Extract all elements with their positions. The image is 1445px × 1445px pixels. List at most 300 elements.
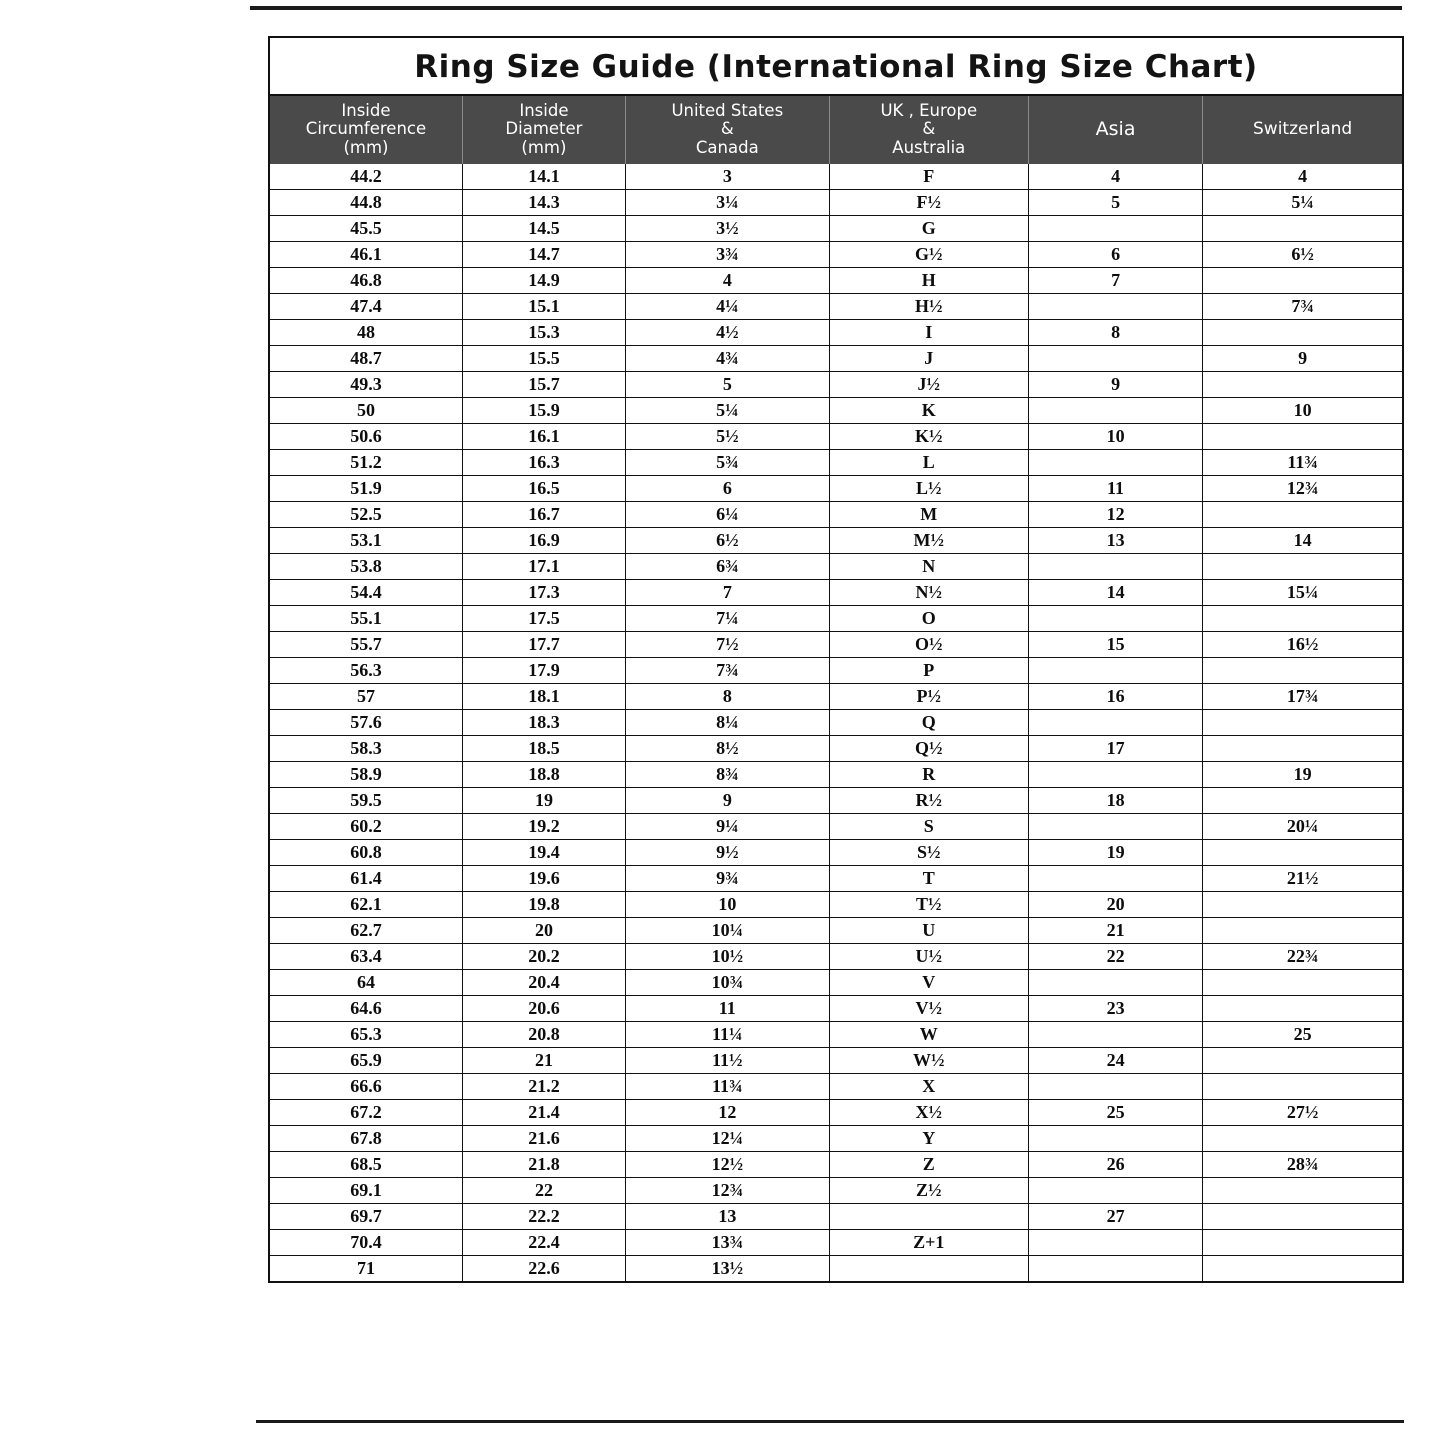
table-row bbox=[270, 294, 1402, 320]
table-cell: 10 bbox=[1203, 398, 1402, 424]
table-row bbox=[270, 372, 1402, 398]
table-cell: 15¼ bbox=[1203, 580, 1402, 606]
table-cell: G bbox=[829, 216, 1028, 242]
table-cell: W½ bbox=[829, 1048, 1028, 1074]
table-cell: 46.8 bbox=[270, 268, 462, 294]
table-cell: Y bbox=[829, 1126, 1028, 1152]
table-cell: 15.9 bbox=[462, 398, 625, 424]
page-title: Ring Size Guide (International Ring Size Chart) bbox=[270, 38, 1402, 96]
table-cell: 56.3 bbox=[270, 658, 462, 684]
table-cell: P½ bbox=[829, 684, 1028, 710]
table-cell: 52.5 bbox=[270, 502, 462, 528]
table-cell: 8 bbox=[625, 684, 829, 710]
table-cell bbox=[1203, 1074, 1402, 1100]
table-cell: O½ bbox=[829, 632, 1028, 658]
table-cell: 5 bbox=[625, 372, 829, 398]
table-cell: 7¾ bbox=[1203, 294, 1402, 320]
table-cell: 5¾ bbox=[625, 450, 829, 476]
table-cell: 9 bbox=[625, 788, 829, 814]
table-cell: 60.8 bbox=[270, 840, 462, 866]
table-cell: 6½ bbox=[1203, 242, 1402, 268]
table-cell: N bbox=[829, 554, 1028, 580]
table-cell: 16.1 bbox=[462, 424, 625, 450]
table-cell bbox=[1028, 554, 1202, 580]
table-row bbox=[270, 632, 1402, 658]
header-line: Canada bbox=[695, 137, 759, 157]
table-cell: 12 bbox=[625, 1100, 829, 1126]
table-row bbox=[270, 1256, 1402, 1282]
table-cell bbox=[1203, 502, 1402, 528]
table-cell: 8¼ bbox=[625, 710, 829, 736]
table-cell: V bbox=[829, 970, 1028, 996]
table-cell: 10¾ bbox=[625, 970, 829, 996]
table-cell: 22 bbox=[462, 1178, 625, 1204]
header-line: Switzerland bbox=[1253, 119, 1353, 140]
table-cell: 4 bbox=[1298, 166, 1308, 187]
table-cell: P bbox=[829, 658, 1028, 684]
header-line: UK , Europe bbox=[880, 101, 978, 120]
table-cell: 48.7 bbox=[270, 346, 462, 372]
table-cell bbox=[1203, 918, 1402, 944]
table-cell: 50 bbox=[270, 398, 462, 424]
table-cell: F½ bbox=[829, 190, 1028, 216]
table-cell: 21½ bbox=[1203, 866, 1402, 892]
table-cell bbox=[1203, 606, 1402, 632]
table-cell: 3½ bbox=[625, 216, 829, 242]
table-cell: Z½ bbox=[829, 1178, 1028, 1204]
table-cell bbox=[1203, 1048, 1402, 1074]
table-cell: 28¾ bbox=[1203, 1152, 1402, 1178]
table-row bbox=[270, 190, 1402, 216]
table-row bbox=[270, 996, 1402, 1022]
table-cell: 4¾ bbox=[625, 346, 829, 372]
table-cell: L bbox=[829, 450, 1028, 476]
column-header-united-states-canada bbox=[625, 96, 829, 164]
table-cell: 3¾ bbox=[625, 242, 829, 268]
table-row bbox=[270, 554, 1402, 580]
table-cell bbox=[1203, 1126, 1402, 1152]
table-cell: 12¾ bbox=[625, 1178, 829, 1204]
table-cell: 8½ bbox=[625, 736, 829, 762]
table-body bbox=[270, 164, 1402, 1281]
table-cell: 71 bbox=[270, 1256, 462, 1282]
table-row bbox=[270, 840, 1402, 866]
table-cell bbox=[1028, 1022, 1202, 1048]
table-cell: 10 bbox=[1028, 424, 1202, 450]
table-cell: 10 bbox=[625, 892, 829, 918]
table-cell: 22.2 bbox=[462, 1204, 625, 1230]
table-cell: 25 bbox=[1028, 1100, 1202, 1126]
table-cell: 21.6 bbox=[462, 1126, 625, 1152]
table-cell: 11½ bbox=[625, 1048, 829, 1074]
table-cell: 27 bbox=[1028, 1204, 1202, 1230]
table-cell: 5 bbox=[1028, 190, 1202, 216]
table-cell: 55.1 bbox=[270, 606, 462, 632]
header-line: Circumference bbox=[305, 119, 427, 139]
table-cell bbox=[1028, 606, 1202, 632]
table-cell: 5½ bbox=[625, 424, 829, 450]
table-cell: M bbox=[829, 502, 1028, 528]
table-cell: 61.4 bbox=[270, 866, 462, 892]
table-cell bbox=[1028, 658, 1202, 684]
table-row bbox=[270, 1152, 1402, 1178]
table-cell: 13 bbox=[625, 1204, 829, 1230]
table-row bbox=[270, 476, 1402, 502]
table-cell: F bbox=[829, 164, 1028, 190]
table-cell: 7 bbox=[625, 580, 829, 606]
table-cell: 11 bbox=[1028, 476, 1202, 502]
table-cell: 19.2 bbox=[462, 814, 625, 840]
table-cell bbox=[1028, 1126, 1202, 1152]
table-cell bbox=[1028, 762, 1202, 788]
table-cell bbox=[1028, 450, 1202, 476]
table-cell: 17.5 bbox=[462, 606, 625, 632]
table-row bbox=[270, 606, 1402, 632]
table-cell: 19 bbox=[1028, 840, 1202, 866]
table-cell: 13 bbox=[1028, 528, 1202, 554]
table-cell: 10½ bbox=[625, 944, 829, 970]
table-cell: 19.8 bbox=[462, 892, 625, 918]
table-cell: 51.9 bbox=[270, 476, 462, 502]
table-cell: T bbox=[829, 866, 1028, 892]
table-cell: 3 bbox=[625, 164, 829, 190]
table-cell: 18.8 bbox=[462, 762, 625, 788]
header-line: Inside bbox=[341, 101, 391, 120]
table-cell: M½ bbox=[829, 528, 1028, 554]
table-cell bbox=[1203, 320, 1402, 346]
table-cell: 20¼ bbox=[1203, 814, 1402, 840]
table-cell: 59.5 bbox=[270, 788, 462, 814]
table-cell: 19.6 bbox=[462, 866, 625, 892]
table-cell: 3¼ bbox=[625, 190, 829, 216]
table-cell bbox=[1203, 970, 1402, 996]
table-cell: Q½ bbox=[829, 736, 1028, 762]
table-cell: K bbox=[829, 398, 1028, 424]
table-cell: 15.5 bbox=[462, 346, 625, 372]
table-cell: 16.5 bbox=[462, 476, 625, 502]
table-cell: R½ bbox=[829, 788, 1028, 814]
table-cell: 45.5 bbox=[270, 216, 462, 242]
table-cell: 54.4 bbox=[270, 580, 462, 606]
table-cell: 22.6 bbox=[462, 1256, 625, 1282]
page-top-rule bbox=[250, 6, 1402, 10]
table-cell bbox=[1203, 840, 1402, 866]
table-row bbox=[270, 814, 1402, 840]
header-line: (mm) bbox=[343, 137, 389, 157]
table-row bbox=[270, 1100, 1402, 1126]
table-cell: 57.6 bbox=[270, 710, 462, 736]
table-cell: 17.9 bbox=[462, 658, 625, 684]
table-cell: 21.2 bbox=[462, 1074, 625, 1100]
table-row bbox=[270, 424, 1402, 450]
table-cell: 14.5 bbox=[462, 216, 625, 242]
table-cell: 22.4 bbox=[462, 1230, 625, 1256]
table-row bbox=[270, 268, 1402, 294]
table-cell: X½ bbox=[829, 1100, 1028, 1126]
table-cell: N½ bbox=[829, 580, 1028, 606]
header-line: Diameter bbox=[505, 119, 583, 139]
table-cell: 14.7 bbox=[462, 242, 625, 268]
table-cell bbox=[1203, 710, 1402, 736]
table-cell: 4 bbox=[1028, 164, 1202, 190]
table-cell: I bbox=[829, 320, 1028, 346]
table-cell bbox=[829, 1256, 1028, 1282]
table-cell: 7¼ bbox=[625, 606, 829, 632]
table-cell: 70.4 bbox=[270, 1230, 462, 1256]
table-cell: 20 bbox=[1028, 892, 1202, 918]
table-cell bbox=[1028, 1178, 1202, 1204]
table-cell: 20.2 bbox=[462, 944, 625, 970]
table-row bbox=[270, 762, 1402, 788]
table-row bbox=[270, 866, 1402, 892]
table-cell: 68.5 bbox=[270, 1152, 462, 1178]
table-cell: 69.7 bbox=[270, 1204, 462, 1230]
table-cell: 66.6 bbox=[270, 1074, 462, 1100]
header-line: Australia bbox=[892, 137, 966, 157]
table-cell: 19.4 bbox=[462, 840, 625, 866]
table-cell: 18.3 bbox=[462, 710, 625, 736]
header-line: United States bbox=[671, 101, 784, 120]
table-cell bbox=[1028, 1230, 1202, 1256]
table-cell: 17¾ bbox=[1203, 684, 1402, 710]
page-bottom-rule bbox=[256, 1420, 1404, 1423]
table-cell: 20.8 bbox=[462, 1022, 625, 1048]
table-cell: 14 bbox=[1203, 528, 1402, 554]
table-cell: 64.6 bbox=[270, 996, 462, 1022]
table-cell: 12¼ bbox=[625, 1126, 829, 1152]
table-cell: R bbox=[829, 762, 1028, 788]
table-cell: 9 bbox=[1028, 372, 1202, 398]
table-row bbox=[270, 970, 1402, 996]
table-row bbox=[270, 944, 1402, 970]
column-header-inside-diameter bbox=[462, 96, 625, 164]
table-cell bbox=[1028, 398, 1202, 424]
table-cell: 21.8 bbox=[462, 1152, 625, 1178]
table-row bbox=[270, 216, 1402, 242]
table-cell: 4¼ bbox=[625, 294, 829, 320]
table-cell: 17 bbox=[1028, 736, 1202, 762]
table-cell: 5¼ bbox=[625, 398, 829, 424]
header-line: (mm) bbox=[521, 137, 567, 157]
table-row bbox=[270, 1204, 1402, 1230]
table-cell: 53.8 bbox=[270, 554, 462, 580]
table-cell: W bbox=[829, 1022, 1028, 1048]
table-cell: 16½ bbox=[1203, 632, 1402, 658]
table-cell: 46.1 bbox=[270, 242, 462, 268]
table-cell: 15 bbox=[1028, 632, 1202, 658]
table-cell: 14.9 bbox=[462, 268, 625, 294]
table-cell: S bbox=[829, 814, 1028, 840]
table-row bbox=[270, 242, 1402, 268]
table-cell: 21 bbox=[462, 1048, 625, 1074]
table-row bbox=[270, 710, 1402, 736]
table-cell: J bbox=[829, 346, 1028, 372]
header-line: Asia bbox=[1095, 118, 1136, 141]
table-cell: 12¾ bbox=[1203, 476, 1402, 502]
table-cell: 62.1 bbox=[270, 892, 462, 918]
table-cell: 63.4 bbox=[270, 944, 462, 970]
table-cell: 10¼ bbox=[625, 918, 829, 944]
table-row bbox=[270, 580, 1402, 606]
table-cell: 16 bbox=[1028, 684, 1202, 710]
table-cell bbox=[1203, 1230, 1402, 1256]
table-cell: 22¾ bbox=[1203, 944, 1402, 970]
table-cell: 62.7 bbox=[270, 918, 462, 944]
table-row bbox=[270, 450, 1402, 476]
table-cell: 65.9 bbox=[270, 1048, 462, 1074]
table-cell: 24 bbox=[1028, 1048, 1202, 1074]
table-cell: 15.1 bbox=[462, 294, 625, 320]
table-cell bbox=[1203, 372, 1402, 398]
table-header-row bbox=[270, 96, 1402, 164]
table-row bbox=[270, 164, 1402, 190]
table-cell bbox=[1203, 1204, 1402, 1230]
table-row bbox=[270, 1074, 1402, 1100]
table-cell bbox=[1203, 216, 1402, 242]
table-cell bbox=[1203, 788, 1402, 814]
table-cell bbox=[1028, 866, 1202, 892]
table-cell: 55.7 bbox=[270, 632, 462, 658]
table-cell: 11¼ bbox=[625, 1022, 829, 1048]
table-row bbox=[270, 1126, 1402, 1152]
table-cell: L½ bbox=[829, 476, 1028, 502]
table-cell: O bbox=[829, 606, 1028, 632]
table-cell: 49.3 bbox=[270, 372, 462, 398]
table-cell: 58.3 bbox=[270, 736, 462, 762]
table-cell: 20.4 bbox=[462, 970, 625, 996]
column-header-switzerland bbox=[1203, 96, 1402, 164]
table-cell: G½ bbox=[829, 242, 1028, 268]
table-cell: 17.1 bbox=[462, 554, 625, 580]
table-cell: 65.3 bbox=[270, 1022, 462, 1048]
table-cell: 8¾ bbox=[625, 762, 829, 788]
table-cell: 67.2 bbox=[270, 1100, 462, 1126]
table-cell bbox=[1028, 970, 1202, 996]
table-cell: T½ bbox=[829, 892, 1028, 918]
table-header bbox=[270, 96, 1402, 164]
table-cell bbox=[1028, 1074, 1202, 1100]
table-cell: 21.4 bbox=[462, 1100, 625, 1126]
table-cell: 14.1 bbox=[462, 164, 625, 190]
table-cell: 8 bbox=[1028, 320, 1202, 346]
table-cell: 21 bbox=[1028, 918, 1202, 944]
table-row bbox=[270, 918, 1402, 944]
table-cell bbox=[1203, 1178, 1402, 1204]
table-cell: 4 bbox=[625, 268, 829, 294]
table-cell: 22 bbox=[1028, 944, 1202, 970]
table-cell: 23 bbox=[1028, 996, 1202, 1022]
table-cell: 18.1 bbox=[462, 684, 625, 710]
ring-size-table bbox=[270, 96, 1402, 1281]
ring-size-chart bbox=[268, 36, 1404, 1283]
table-row bbox=[270, 658, 1402, 684]
table-row bbox=[270, 788, 1402, 814]
table-cell: 9¾ bbox=[625, 866, 829, 892]
table-cell: 17.3 bbox=[462, 580, 625, 606]
table-row bbox=[270, 398, 1402, 424]
table-row bbox=[270, 320, 1402, 346]
table-cell: 18.5 bbox=[462, 736, 625, 762]
table-cell: 44.8 bbox=[270, 190, 462, 216]
table-cell: J½ bbox=[829, 372, 1028, 398]
table-cell: 44.2 bbox=[270, 164, 462, 190]
table-cell bbox=[1203, 996, 1402, 1022]
table-cell: U bbox=[829, 918, 1028, 944]
table-cell bbox=[1203, 736, 1402, 762]
table-cell: 6¾ bbox=[625, 554, 829, 580]
table-cell bbox=[1028, 294, 1202, 320]
header-line: Inside bbox=[519, 101, 569, 120]
table-row bbox=[270, 346, 1402, 372]
table-cell: 11¾ bbox=[1203, 450, 1402, 476]
table-cell: 50.6 bbox=[270, 424, 462, 450]
table-row bbox=[270, 684, 1402, 710]
table-row bbox=[270, 1230, 1402, 1256]
table-cell: 15.3 bbox=[462, 320, 625, 346]
table-cell: 27½ bbox=[1203, 1100, 1402, 1126]
table-cell: 48 bbox=[270, 320, 462, 346]
table-cell: 16.7 bbox=[462, 502, 625, 528]
table-cell: 25 bbox=[1203, 1022, 1402, 1048]
table-cell: 20.6 bbox=[462, 996, 625, 1022]
table-cell: K½ bbox=[829, 424, 1028, 450]
table-cell: 19 bbox=[1203, 762, 1402, 788]
column-header-inside-circumference bbox=[270, 96, 462, 164]
table-row bbox=[270, 892, 1402, 918]
table-cell: 57 bbox=[270, 684, 462, 710]
table-cell: V½ bbox=[829, 996, 1028, 1022]
table-cell bbox=[1203, 892, 1402, 918]
table-cell: 6½ bbox=[625, 528, 829, 554]
table-cell bbox=[1028, 814, 1202, 840]
table-cell: X bbox=[829, 1074, 1028, 1100]
table-row bbox=[270, 1022, 1402, 1048]
table-cell: 12 bbox=[1028, 502, 1202, 528]
table-cell: 9½ bbox=[625, 840, 829, 866]
table-cell: 51.2 bbox=[270, 450, 462, 476]
table-cell: 6¼ bbox=[625, 502, 829, 528]
table-row bbox=[270, 736, 1402, 762]
table-cell: 6 bbox=[625, 476, 829, 502]
table-cell: 7½ bbox=[625, 632, 829, 658]
table-cell: 9 bbox=[1203, 346, 1402, 372]
table-cell bbox=[1203, 554, 1402, 580]
table-row bbox=[270, 528, 1402, 554]
table-cell: 13¾ bbox=[625, 1230, 829, 1256]
table-cell bbox=[1203, 1256, 1402, 1282]
table-cell: U½ bbox=[829, 944, 1028, 970]
table-cell: 16.3 bbox=[462, 450, 625, 476]
table-cell: 7 bbox=[1028, 268, 1202, 294]
table-cell: 58.9 bbox=[270, 762, 462, 788]
table-cell: H bbox=[829, 268, 1028, 294]
column-header-asia bbox=[1028, 96, 1202, 164]
table-cell bbox=[1028, 1256, 1202, 1282]
table-cell: 69.1 bbox=[270, 1178, 462, 1204]
column-header-uk-europe-australia bbox=[829, 96, 1028, 164]
table-cell: 5¼ bbox=[1203, 190, 1402, 216]
table-cell: 67.8 bbox=[270, 1126, 462, 1152]
table-cell: 9¼ bbox=[625, 814, 829, 840]
table-cell: 15.7 bbox=[462, 372, 625, 398]
table-cell: Z bbox=[829, 1152, 1028, 1178]
table-cell: 11¾ bbox=[625, 1074, 829, 1100]
table-cell: 14.3 bbox=[462, 190, 625, 216]
table-cell: 11 bbox=[625, 996, 829, 1022]
table-row bbox=[270, 1048, 1402, 1074]
table-cell bbox=[1028, 216, 1202, 242]
table-cell: Q bbox=[829, 710, 1028, 736]
